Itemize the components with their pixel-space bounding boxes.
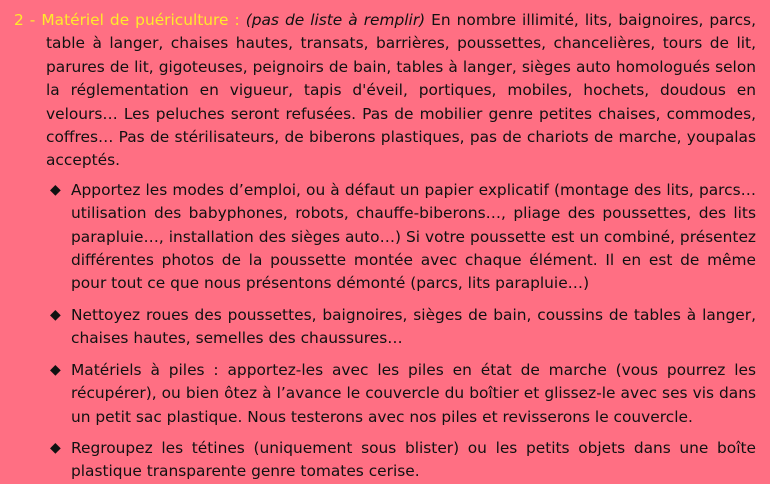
list-item-text: Apportez les modes d’emploi, ou à défaut un papier explicatif (montage des lits, parcs… utilisation des babyphones, robots, chauffe-biberons…, pliage des poussettes, des lits parapluie…, installation des sièges auto…) Si votre poussette est un combiné, présentez différentes photos de la poussette montée avec chaque élément. Il en est de même pour tout ce que nous présentons démonté (parcs, lits parapluie…) <box>71 180 756 293</box>
list-item <box>14 179 756 296</box>
list-item-text: Nettoyez roues des poussettes, baignoires, sièges de bain, coussins de tables à langer, chaises hautes, semelles des chaussures… <box>71 305 756 348</box>
section-body: En nombre illimité, lits, baignoires, parcs, table à langer, chaises hautes, transats, barrières, poussettes, chancelières, tours de lit, parures de lit, gigoteuses, peignoirs de bain, tables à langer, sièges auto homologués selon la réglementation en vigueur, tapis d'éveil, portiques, mobiles, hochets, doudous en velours… Les peluches seront refusées. Pas de mobilier genre petites chaises, commodes, coffres… Pas de stérilisateurs, de biberons plastiques, pas de chariots de marche, youpalas acceptés. <box>46 11 756 170</box>
list-item <box>14 304 756 351</box>
list-item-text: Regroupez les tétines (uniquement sous blister) ou les petits objets dans une boîte plastique transparente genre tomates cerise. <box>71 438 756 481</box>
list-item-text: Matériels à piles : apportez-les avec les piles en état de marche (vous pourrez les récupérer), ou bien ôtez à l’avance le couvercle du boîtier et glissez-le avec ses vis dans un petit sac plastique. Nous testerons avec nos piles et revisserons le couvercle. <box>71 360 756 426</box>
list-item <box>14 359 756 429</box>
diamond-bullet-icon: ◆ <box>50 439 61 456</box>
diamond-bullet-icon: ◆ <box>50 361 61 378</box>
list-item <box>14 437 756 484</box>
section-note: (pas de liste à remplir) <box>245 11 426 29</box>
diamond-bullet-icon: ◆ <box>50 181 61 198</box>
section-paragraph <box>14 9 756 173</box>
diamond-bullet-icon: ◆ <box>50 306 61 323</box>
instruction-list <box>14 179 756 484</box>
section-heading: 2 - Matériel de puériculture : <box>14 11 240 29</box>
